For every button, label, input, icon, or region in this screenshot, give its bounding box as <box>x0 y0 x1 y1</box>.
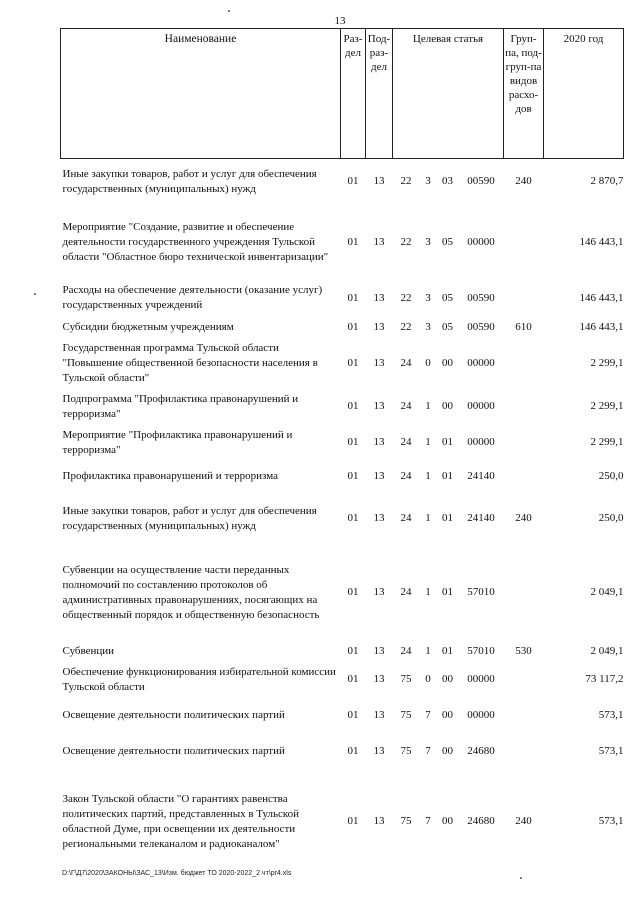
row-name: Субвенции <box>62 644 115 657</box>
row-program-code: 75 <box>400 709 412 721</box>
row-program-code: 22 <box>400 175 412 188</box>
row-program-code: 24 <box>400 470 412 482</box>
row-subprogram-code: 1 <box>425 586 431 598</box>
row-event-code: 01 <box>442 512 453 524</box>
row-podrazdel: 13 <box>373 586 385 598</box>
row-razdel: 01 <box>347 673 359 685</box>
row-vid-raskhodov: 240 <box>515 815 532 827</box>
table-row <box>61 770 624 874</box>
row-podrazdel: 13 <box>373 291 385 304</box>
row-name: Расходы на обеспечение деятельности (оказание услуг) государственных учреждений <box>62 284 323 311</box>
row-direction-code: 24140 <box>467 470 495 482</box>
row-podrazdel: 13 <box>373 400 385 412</box>
row-event-code: 00 <box>442 709 453 721</box>
row-razdel: 01 <box>347 586 359 598</box>
row-direction-code: 00000 <box>467 356 495 369</box>
row-subprogram-code: 3 <box>425 175 431 188</box>
table-row <box>61 205 624 280</box>
row-direction-code: 00000 <box>467 709 495 721</box>
row-subprogram-code: 3 <box>425 320 431 333</box>
scan-speck <box>34 293 36 295</box>
row-name: Освещение деятельности политических партий <box>62 709 285 721</box>
row-name: Субсидии бюджетным учреждениям <box>62 320 234 333</box>
row-subprogram-code: 7 <box>425 815 431 827</box>
row-podrazdel: 13 <box>373 320 385 333</box>
row-name: Профилактика правонарушений и терроризма <box>62 470 278 482</box>
row-program-code: 22 <box>400 235 412 248</box>
table-row <box>61 280 624 317</box>
row-razdel: 01 <box>347 235 359 248</box>
row-subprogram-code: 3 <box>425 235 431 248</box>
table-row <box>61 662 624 698</box>
header-vid-raskhodov: Груп-па, под-груп-па видов расхо-дов <box>504 29 544 159</box>
row-program-code: 24 <box>400 512 412 524</box>
row-direction-code: 57010 <box>467 586 495 598</box>
row-subprogram-code: 1 <box>425 400 431 412</box>
row-name: Мероприятие "Создание, развитие и обеспечение деятельности государственного учреждения Тульской области "Областное бюро технической инвентаризации" <box>62 220 329 263</box>
row-event-code: 01 <box>442 586 453 598</box>
row-vid-raskhodov <box>504 205 544 280</box>
row-name: Государственная программа Тульской области "Повышение общественной безопасности населения в Тульской области" <box>62 341 318 384</box>
row-event-code: 01 <box>442 644 453 657</box>
row-amount: 2 299,1 <box>590 400 624 412</box>
row-amount: 573,1 <box>598 709 624 721</box>
row-podrazdel: 13 <box>373 512 385 524</box>
row-direction-code: 00000 <box>467 400 495 412</box>
row-razdel: 01 <box>347 709 359 721</box>
row-subprogram-code: 1 <box>425 470 431 482</box>
row-amount: 250,0 <box>598 470 624 482</box>
table-row <box>61 545 624 641</box>
row-subprogram-code: 0 <box>425 673 431 685</box>
table-header-row <box>61 29 624 159</box>
row-direction-code: 00000 <box>467 235 495 248</box>
row-event-code: 05 <box>442 291 453 304</box>
row-event-code: 00 <box>442 673 453 685</box>
row-name: Подпрограмма "Профилактика правонарушений и терроризма" <box>62 392 299 420</box>
row-razdel: 01 <box>347 400 359 412</box>
table-row <box>61 159 624 205</box>
row-event-code: 05 <box>442 320 453 333</box>
row-event-code: 00 <box>442 400 453 412</box>
row-direction-code: 57010 <box>467 644 495 657</box>
table-body <box>61 159 624 874</box>
row-subprogram-code: 1 <box>425 512 431 524</box>
row-vid-raskhodov <box>504 461 544 493</box>
row-vid-raskhodov: 240 <box>515 175 532 188</box>
row-name: Субвенции на осуществление части переданных полномочий по составлению протоколов об административных правонарушениях, посягающих на общественный порядок и общественную безопасность <box>62 563 320 621</box>
row-direction-code: 24680 <box>467 745 495 757</box>
row-direction-code: 00590 <box>467 291 495 304</box>
row-subprogram-code: 7 <box>425 745 431 757</box>
row-name: Обеспечение функционирования избирательной комиссии Тульской области <box>62 665 336 693</box>
row-event-code: 01 <box>442 436 453 448</box>
table-row <box>61 698 624 734</box>
row-amount: 250,0 <box>598 512 624 524</box>
row-vid-raskhodov <box>504 338 544 389</box>
row-name: Иные закупки товаров, работ и услуг для обеспечения государственных (муниципальных) нужд <box>62 504 317 532</box>
row-razdel: 01 <box>347 436 359 448</box>
row-vid-raskhodov: 610 <box>515 320 532 333</box>
table-row <box>61 461 624 493</box>
row-razdel: 01 <box>347 320 359 333</box>
row-program-code: 24 <box>400 356 412 369</box>
row-razdel: 01 <box>347 291 359 304</box>
row-subprogram-code: 1 <box>425 436 431 448</box>
row-event-code: 05 <box>442 235 453 248</box>
row-direction-code: 00590 <box>467 320 495 333</box>
row-event-code: 00 <box>442 356 453 369</box>
row-vid-raskhodov <box>504 734 544 770</box>
row-event-code: 01 <box>442 470 453 482</box>
row-program-code: 75 <box>400 673 412 685</box>
scan-speck <box>520 877 522 879</box>
row-vid-raskhodov: 530 <box>515 644 532 657</box>
row-program-code: 75 <box>400 745 412 757</box>
row-name: Освещение деятельности политических партий <box>62 745 285 757</box>
row-program-code: 75 <box>400 815 412 827</box>
header-tselevaya-statya: Целевая статья <box>393 29 504 159</box>
row-razdel: 01 <box>347 815 359 827</box>
table-row <box>61 641 624 662</box>
row-vid-raskhodov: 240 <box>515 512 532 524</box>
row-podrazdel: 13 <box>373 356 385 369</box>
row-podrazdel: 13 <box>373 745 385 757</box>
row-amount: 2 870,7 <box>590 175 624 188</box>
row-amount: 73 117,2 <box>585 673 624 685</box>
row-event-code: 03 <box>442 175 453 188</box>
row-razdel: 01 <box>347 175 359 188</box>
row-podrazdel: 13 <box>373 436 385 448</box>
scan-speck <box>228 10 230 12</box>
row-amount: 2 299,1 <box>590 356 624 369</box>
row-vid-raskhodov <box>504 425 544 461</box>
row-subprogram-code: 3 <box>425 291 431 304</box>
row-podrazdel: 13 <box>373 235 385 248</box>
row-amount: 573,1 <box>598 745 624 757</box>
row-direction-code: 24680 <box>467 815 495 827</box>
row-amount: 146 443,1 <box>579 291 624 304</box>
row-program-code: 24 <box>400 586 412 598</box>
row-vid-raskhodov <box>504 389 544 425</box>
row-vid-raskhodov <box>504 698 544 734</box>
page-number: 13 <box>334 15 346 27</box>
row-subprogram-code: 0 <box>425 356 431 369</box>
header-razdel: Раз-дел <box>341 29 366 159</box>
row-subprogram-code: 1 <box>425 644 431 657</box>
row-razdel: 01 <box>347 512 359 524</box>
row-podrazdel: 13 <box>373 644 385 657</box>
row-vid-raskhodov <box>504 545 544 641</box>
row-razdel: 01 <box>347 644 359 657</box>
header-podrazdel: Под-раз-дел <box>366 29 393 159</box>
table-row <box>61 389 624 425</box>
header-name: Наименование <box>61 29 341 159</box>
row-name: Закон Тульской области "О гарантиях равенства политических партий, представленных в Тульской областной Думе, при освещении их деятельности региональными телеканалом и радиоканалом" <box>62 792 300 850</box>
row-amount: 573,1 <box>598 815 624 827</box>
row-name: Иные закупки товаров, работ и услуг для обеспечения государственных (муниципальных) нужд <box>62 167 317 195</box>
row-razdel: 01 <box>347 745 359 757</box>
file-path-footer: D:\Г\Д7\2020\ЗАКОНЫ\ЗАС_13\Изм. бюджет ТО 2020-2022_2 чт\pr4.xls <box>62 870 292 877</box>
table-row <box>61 425 624 461</box>
row-direction-code: 00590 <box>467 175 495 188</box>
table-row <box>61 317 624 338</box>
row-amount: 146 443,1 <box>579 235 624 248</box>
row-program-code: 22 <box>400 320 412 333</box>
row-direction-code: 24140 <box>467 512 495 524</box>
row-podrazdel: 13 <box>373 709 385 721</box>
table-row <box>61 734 624 770</box>
row-direction-code: 00000 <box>467 436 495 448</box>
row-podrazdel: 13 <box>373 673 385 685</box>
row-vid-raskhodov <box>504 280 544 317</box>
row-subprogram-code: 7 <box>425 709 431 721</box>
header-year: 2020 год <box>544 29 624 159</box>
row-razdel: 01 <box>347 356 359 369</box>
row-amount: 146 443,1 <box>579 320 624 333</box>
row-program-code: 24 <box>400 400 412 412</box>
row-amount: 2 049,1 <box>590 586 624 598</box>
row-razdel: 01 <box>347 470 359 482</box>
table-row <box>61 338 624 389</box>
row-program-code: 24 <box>400 436 412 448</box>
row-podrazdel: 13 <box>373 470 385 482</box>
row-name: Мероприятие "Профилактика правонарушений и терроризма" <box>62 428 293 456</box>
row-podrazdel: 13 <box>373 175 385 188</box>
row-amount: 2 299,1 <box>590 436 624 448</box>
budget-table <box>60 28 624 874</box>
row-amount: 2 049,1 <box>590 644 624 657</box>
row-event-code: 00 <box>442 815 453 827</box>
row-program-code: 22 <box>400 291 412 304</box>
table-row <box>61 493 624 545</box>
row-program-code: 24 <box>400 644 412 657</box>
row-podrazdel: 13 <box>373 815 385 827</box>
row-direction-code: 00000 <box>467 673 495 685</box>
row-vid-raskhodov <box>504 662 544 698</box>
row-event-code: 00 <box>442 745 453 757</box>
